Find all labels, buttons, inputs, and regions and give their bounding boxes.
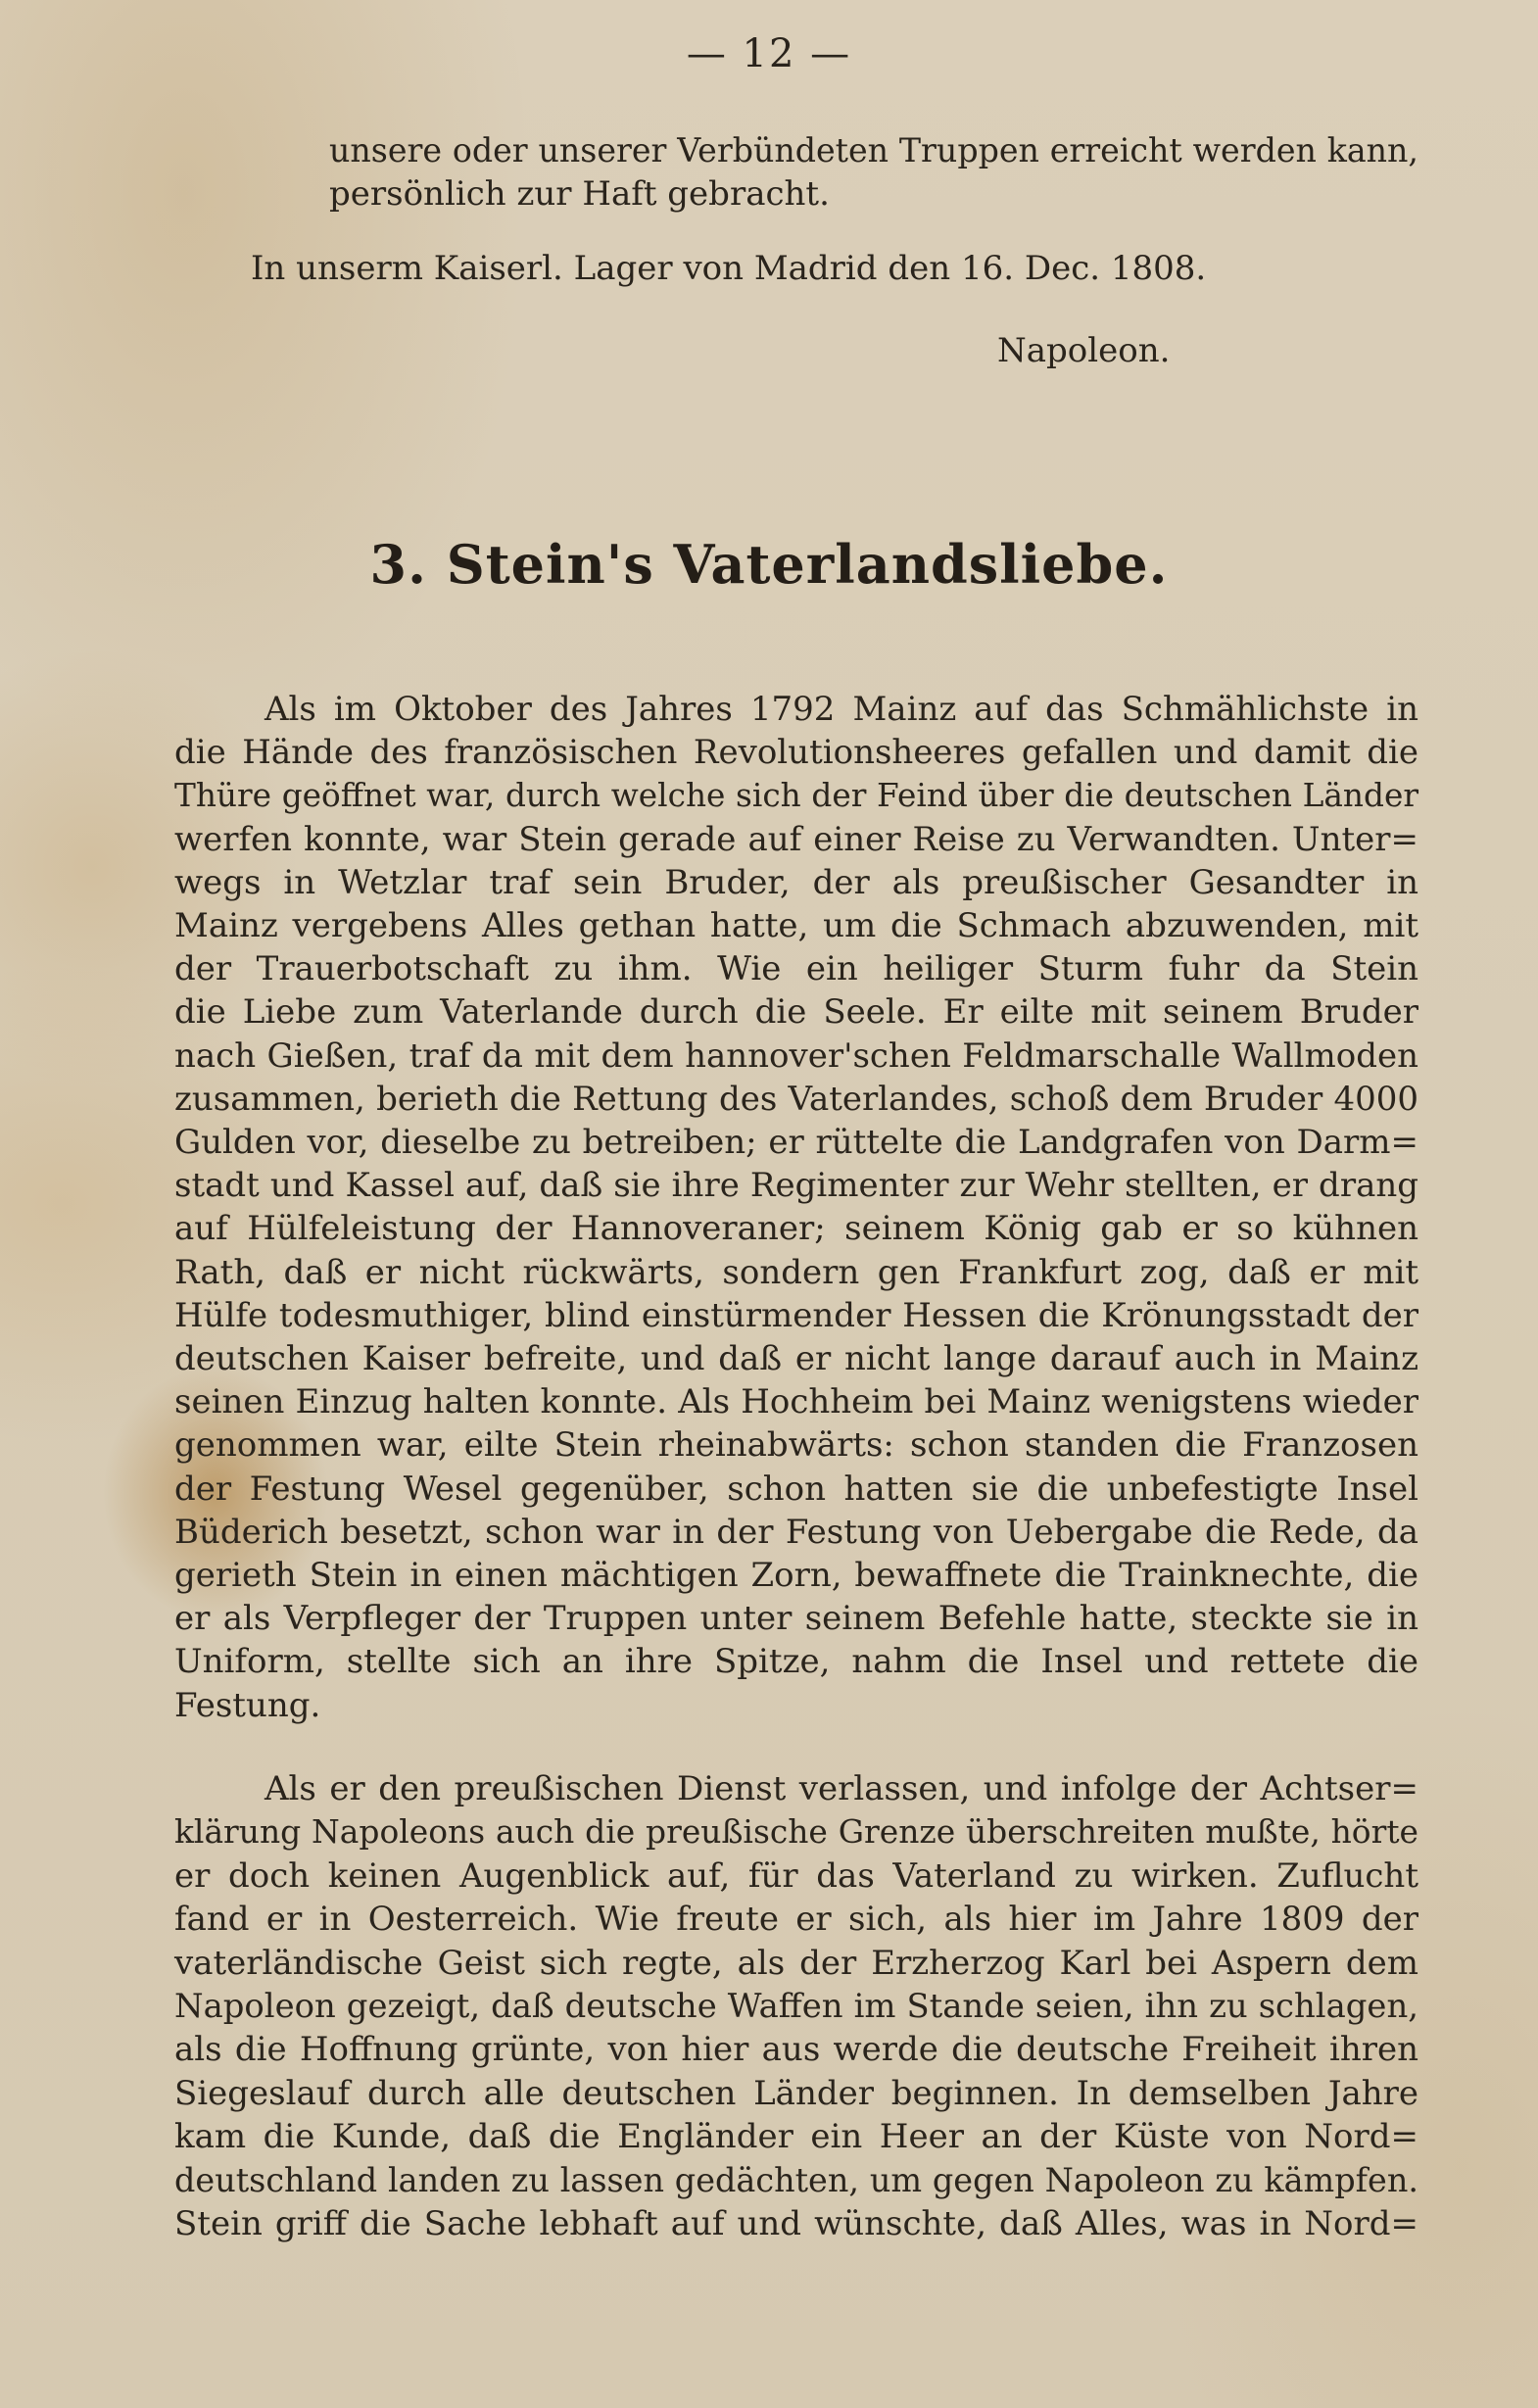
text-line: deutschland landen zu lassen gedächten, um gegen Napoleon zu kämpfen.: [174, 2160, 1418, 2199]
text-line: persönlich zur Haft gebracht.: [329, 174, 830, 214]
text-line: klärung Napoleons auch die preußische Grenze überschreiten mußte, hörte: [174, 1812, 1418, 1852]
signature: Napoleon.: [997, 331, 1171, 370]
text-line: genommen war, eilte Stein rheinabwärts: schon standen die Franzosen: [174, 1425, 1418, 1466]
text-line: Thüre geöffnet war, durch welche sich der Feind über die deutschen Länder: [174, 777, 1418, 815]
text-line: seinen Einzug halten konnte. Als Hochheim bei Mainz wenigstens wieder: [174, 1382, 1418, 1422]
text-line: kam die Kunde, daß die Engländer ein Heer an der Küste von Nord=: [174, 2117, 1418, 2157]
text-line: Festung.: [174, 1685, 321, 1725]
text-line: wegs in Wetzlar traf sein Bruder, der als preußischer Gesandter in: [174, 862, 1418, 902]
text-line: er als Verpfleger der Truppen unter seinem Befehle hatte, steckte sie in: [174, 1599, 1418, 1639]
text-line: nach Gießen, traf da mit dem hannover'schen Feldmarschalle Wallmoden: [174, 1035, 1418, 1076]
text-line: fand er in Oesterreich. Wie freute er sich, als hier im Jahre 1809 der: [174, 1900, 1418, 1940]
text-line: Als im Oktober des Jahres 1792 Mainz auf das Schmählichste in: [264, 690, 1418, 729]
text-line: deutschen Kaiser befreite, und daß er nicht lange darauf auch in Mainz: [174, 1339, 1418, 1379]
text-line: auf Hülfeleistung der Hannoveraner; seinem König gab er so kühnen: [174, 1209, 1418, 1249]
text-line: Als er den preußischen Dienst verlassen, und infolge der Achtser=: [264, 1769, 1418, 1808]
text-line: gerieth Stein in einen mächtigen Zorn, bewaffnete die Trainknechte, die: [174, 1556, 1418, 1596]
text-line: Hülfe todesmuthiger, blind einstürmender Hessen die Krönungsstadt der: [174, 1295, 1418, 1335]
opening-text: [329, 129, 1418, 216]
text-line: als die Hoffnung grünte, von hier aus werde die deutsche Freiheit ihren: [174, 2030, 1418, 2070]
dateline: In unserm Kaiserl. Lager von Madrid den 16. Dec. 1808.: [251, 249, 1207, 288]
text-line: er doch keinen Augenblick auf, für das Vaterland zu wirken. Zuflucht: [174, 1855, 1418, 1896]
text-line: unsere oder unserer Verbündeten Truppen erreicht werden kann,: [329, 131, 1418, 169]
text-line: der Trauerbotschaft zu ihm. Wie ein heiliger Sturm fuhr da Stein: [174, 949, 1418, 989]
text-line: zusammen, berieth die Rettung des Vaterlandes, schoß dem Bruder 4000: [174, 1079, 1418, 1119]
page-number: — 12 —: [686, 31, 852, 76]
paragraph-1: [174, 688, 1418, 1727]
text-line: die Liebe zum Vaterlande durch die Seele. Er eilte mit seinem Bruder: [174, 992, 1418, 1033]
paragraph-2: [174, 1767, 1418, 2245]
text-line: Büderich besetzt, schon war in der Festung von Uebergabe die Rede, da: [174, 1512, 1418, 1552]
text-line: Mainz vergebens Alles gethan hatte, um die Schmach abzuwenden, mit: [174, 906, 1418, 946]
text-line: Napoleon gezeigt, daß deutsche Waffen im Stande seien, ihn zu schlagen,: [174, 1987, 1418, 2026]
text-line: Siegeslauf durch alle deutschen Länder beginnen. In demselben Jahre: [174, 2073, 1418, 2113]
text-line: stadt und Kassel auf, daß sie ihre Regimenter zur Wehr stellten, er drang: [174, 1166, 1418, 1206]
text-line: werfen konnte, war Stein gerade auf einer Reise zu Verwandten. Unter=: [174, 819, 1418, 859]
text-line: der Festung Wesel gegenüber, schon hatten sie die unbefestigte Insel: [174, 1469, 1418, 1509]
text-line: Rath, daß er nicht rückwärts, sondern gen Frankfurt zog, daß er mit: [174, 1252, 1418, 1292]
text-line: vaterländische Geist sich regte, als der Erzherzog Karl bei Aspern dem: [174, 1943, 1418, 1983]
text-line: Uniform, stellte sich an ihre Spitze, nahm die Insel und rettete die: [174, 1642, 1418, 1682]
section-title: 3. Stein's Vaterlandsliebe.: [369, 533, 1169, 596]
text-line: die Hände des französischen Revolutionsheeres gefallen und damit die: [174, 733, 1418, 773]
text-line: Stein griff die Sache lebhaft auf und wünschte, daß Alles, was in Nord=: [174, 2204, 1418, 2244]
text-line: Gulden vor, dieselbe zu betreiben; er rüttelte die Landgrafen von Darm=: [174, 1123, 1418, 1163]
